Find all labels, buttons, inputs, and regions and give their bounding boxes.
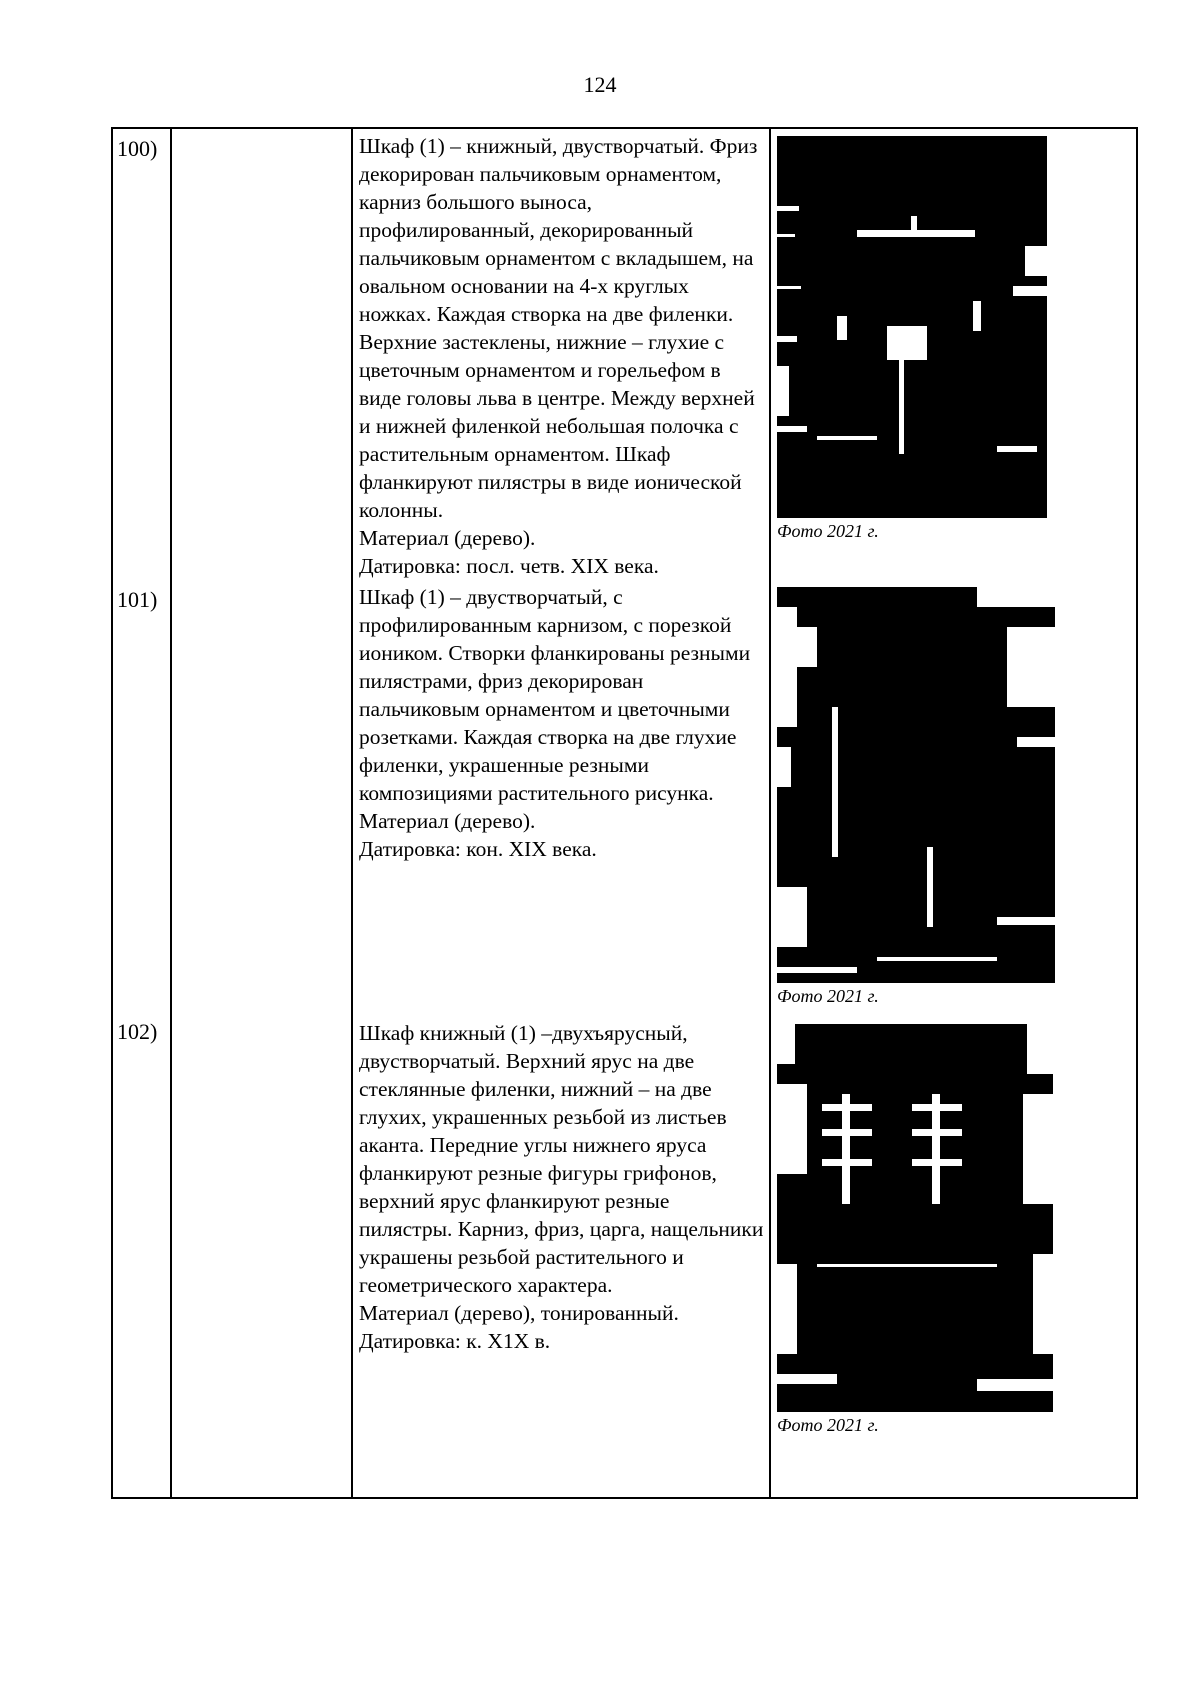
description-cell xyxy=(352,1012,770,1498)
entry-number: 102) xyxy=(117,1019,158,1044)
entry-dating: Датировка: кон. XIX века. xyxy=(359,837,597,861)
entry-number-cell xyxy=(112,1012,171,1498)
photo-cell xyxy=(770,1012,1137,1498)
cabinet-photo xyxy=(777,1024,1053,1412)
entry-description: Шкаф книжный (1) –двухъярусный, двустворчатый. Верхний ярус на две стеклянные филенки, нижний – на две глухих, украшенных резьбой из листьев аканта. Передние углы нижнего яруса фланкируют резные фигуры грифонов, верхний ярус фланкируют резные пилястры. Карниз, фриз, царга, нащельники украшены резьбой растительного и геометрического характера. xyxy=(359,1021,764,1297)
entry-material: Материал (дерево). xyxy=(359,809,536,833)
blank-cell xyxy=(171,1012,352,1498)
entry-number-cell xyxy=(112,580,171,1012)
cabinet-photo xyxy=(777,136,1047,518)
entry-number: 101) xyxy=(117,587,158,612)
table-row xyxy=(112,128,1137,580)
entry-number-cell xyxy=(112,128,171,580)
photo-caption: Фото 2021 г. xyxy=(777,521,879,541)
description-cell xyxy=(352,128,770,580)
entry-description: Шкаф (1) – двустворчатый, с профилированным карнизом, с порезкой иоником. Створки фланкированы резными пилястрами, фриз декорирован пальчиковым орнаментом и цветочными розетками. Каждая створка на две глухие филенки, украшенные резными композициями растительного рисунка. xyxy=(359,585,751,805)
entry-dating: Датировка: к. X1X в. xyxy=(359,1329,551,1353)
entry-material: Материал (дерево). xyxy=(359,526,536,550)
table-row xyxy=(112,1012,1137,1498)
blank-cell xyxy=(171,128,352,580)
registry-table xyxy=(111,127,1138,1499)
entry-material: Материал (дерево), тонированный. xyxy=(359,1301,679,1325)
description-cell xyxy=(352,580,770,1012)
photo-caption: Фото 2021 г. xyxy=(777,986,879,1006)
page-number: 124 xyxy=(583,72,617,97)
table-row xyxy=(112,580,1137,1012)
entry-description: Шкаф (1) – книжный, двустворчатый. Фриз декорирован пальчиковым орнаментом, карниз большого выноса, профилированный, декорированный пальчиковым орнаментом с вкладышем, на овальном основании на 4-х круглых ножках. Каждая створка на две филенки. Верхние застеклены, нижние – глухие с цветочным орнаментом и горельефом в виде головы льва в центре. Между верхней и нижней филенкой небольшая полочка с растительным орнаментом. Шкаф фланкируют пилястры в виде ионической колонны. xyxy=(359,134,758,522)
photo-cell xyxy=(770,128,1137,580)
photo-caption: Фото 2021 г. xyxy=(777,1415,879,1435)
cabinet-photo xyxy=(777,587,1055,983)
entry-dating: Датировка: посл. четв. XIX века. xyxy=(359,554,659,578)
entry-number: 100) xyxy=(117,136,158,161)
photo-cell xyxy=(770,580,1137,1012)
blank-cell xyxy=(171,580,352,1012)
